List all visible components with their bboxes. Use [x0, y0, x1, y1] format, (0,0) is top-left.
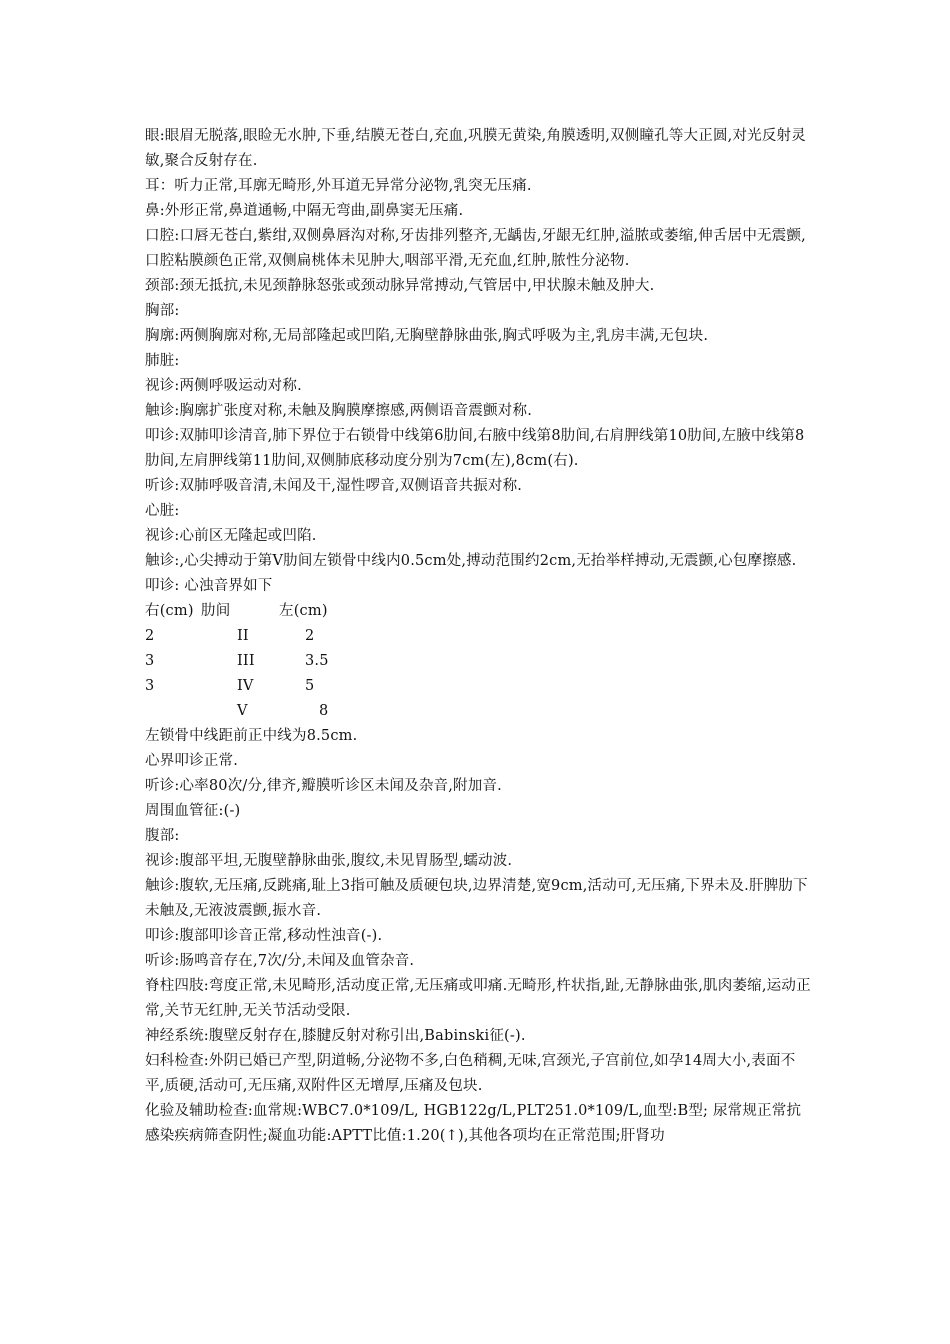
table-cell-left: 2 [305, 628, 315, 644]
paragraph-heart-border: 心界叩诊正常. [145, 753, 239, 769]
table-cell-intercostal: IV [237, 678, 254, 694]
paragraph-gynecologic-exam: 妇科检查:外阴已婚已产型,阴道畅,分泌物不多,白色稍稠,无味,宫颈光,子宫前位,如孕14周大小,表面不平,质硬,活动可,无压痛,双附件区无增厚,压痛及包块. [145, 1053, 796, 1094]
paragraph-neck: 颈部:颈无抵抗,未见颈静脉怒张或颈动脉异常搏动,气管居中,甲状腺未触及肿大. [145, 278, 655, 294]
paragraph-lung-inspection: 视诊:两侧呼吸运动对称. [145, 378, 302, 394]
heading-heart: 心脏: [145, 503, 180, 519]
paragraph-lung-auscultation: 听诊:双肺呼吸音清,未闻及干,湿性啰音,双侧语音共振对称. [145, 478, 523, 494]
table-row [145, 649, 811, 674]
table-header-left: 左(cm) [279, 603, 328, 619]
heading-chest: 胸部: [145, 303, 180, 319]
table-cell-intercostal: III [237, 653, 255, 669]
paragraph-heart-inspection: 视诊:心前区无隆起或凹陷. [145, 528, 317, 544]
table-cell-intercostal: V [237, 703, 248, 719]
table-header-right: 右(cm) [145, 603, 194, 619]
paragraph-abdomen-percussion: 叩诊:腹部叩诊音正常,移动性浊音(-). [145, 928, 383, 944]
table-cell-right: 2 [145, 628, 155, 644]
table-row [145, 624, 811, 649]
paragraph-nose: 鼻:外形正常,鼻道通畅,中隔无弯曲,副鼻窦无压痛. [145, 203, 464, 219]
paragraph-lab-tests: 化验及辅助检查:血常规:WBC7.0*109/L, HGB122g/L,PLT251.0*109/L,血型:B型; 尿常规正常抗感染疾病筛查阴性;凝血功能:APTT比值:1.20(↑),其他各项均在正常范围;肝肾功 [145, 1103, 802, 1144]
paragraph-peripheral-vascular: 周围血管征:(-) [145, 803, 241, 819]
table-cell-left: 5 [305, 678, 315, 694]
paragraph-spine-limbs: 脊柱四肢:弯度正常,未见畸形,活动度正常,无压痛或叩痛.无畸形,杵状指,趾,无静脉曲张,肌肉萎缩,运动正常,关节无红肿,无关节活动受限. [145, 978, 811, 1019]
paragraph-ears: 耳：听力正常,耳廓无畸形,外耳道无异常分泌物,乳突无压痛. [145, 178, 532, 194]
table-header-intercostal: 肋间 [201, 603, 231, 619]
table-cell-intercostal: II [237, 628, 249, 644]
paragraph-nervous-system: 神经系统:腹壁反射存在,膝腱反射对称引出,Babinski征(-). [145, 1028, 526, 1044]
heading-abdomen: 腹部: [145, 828, 180, 844]
paragraph-midclavicular-distance: 左锁骨中线距前正中线为8.5cm. [145, 728, 358, 744]
paragraph-heart-percussion: 叩诊: 心浊音界如下 [145, 578, 273, 594]
paragraph-abdomen-auscultation: 听诊:肠鸣音存在,7次/分,未闻及血管杂音. [145, 953, 415, 969]
heading-lungs: 肺脏: [145, 353, 180, 369]
paragraph-abdomen-palpation: 触诊:腹软,无压痛,反跳痛,耻上3指可触及质硬包块,边界清楚,宽9cm,活动可,无压痛,下界未及.肝脾肋下未触及,无液波震颤,振水音. [145, 878, 808, 919]
table-cell-left: 8 [319, 703, 329, 719]
paragraph-thorax: 胸廓:两侧胸廓对称,无局部隆起或凹陷,无胸壁静脉曲张,胸式呼吸为主,乳房丰满,无包块. [145, 328, 709, 344]
paragraph-heart-auscultation: 听诊:心率80次/分,律齐,瓣膜听诊区未闻及杂音,附加音. [145, 778, 502, 794]
dullness-table-header [145, 599, 811, 624]
paragraph-lung-palpation: 触诊:胸廓扩张度对称,未触及胸膜摩擦感,两侧语音震颤对称. [145, 403, 533, 419]
paragraph-heart-palpation: 触诊:,心尖搏动于第Ⅴ肋间左锁骨中线内0.5cm处,搏动范围约2cm,无抬举样搏动,无震颤,心包摩擦感. [145, 553, 797, 569]
paragraph-lung-percussion: 叩诊:双肺叩诊清音,肺下界位于右锁骨中线第6肋间,右腋中线第8肋间,右肩胛线第10肋间,左腋中线第8肋间,左肩胛线第11肋间,双侧肺底移动度分别为7cm(左),8cm(右). [145, 428, 805, 469]
table-cell-left: 3.5 [305, 653, 329, 669]
table-cell-right: 3 [145, 678, 155, 694]
paragraph-abdomen-inspection: 视诊:腹部平坦,无腹壁静脉曲张,腹纹,未见胃肠型,蠕动波. [145, 853, 513, 869]
table-cell-right: 3 [145, 653, 155, 669]
table-row [145, 699, 811, 724]
document-body [145, 124, 811, 1149]
paragraph-eyes: 眼:眼眉无脱落,眼睑无水肿,下垂,结膜无苍白,充血,巩膜无黄染,角膜透明,双侧瞳孔等大正圆,对光反射灵敏,聚合反射存在. [145, 128, 806, 169]
paragraph-mouth: 口腔:口唇无苍白,紫绀,双侧鼻唇沟对称,牙齿排列整齐,无龋齿,牙龈无红肿,溢脓或萎缩,伸舌居中无震颤,口腔粘膜颜色正常,双侧扁桃体未见肿大,咽部平滑,无充血,红肿,脓性分泌物. [145, 228, 806, 269]
table-row [145, 674, 811, 699]
